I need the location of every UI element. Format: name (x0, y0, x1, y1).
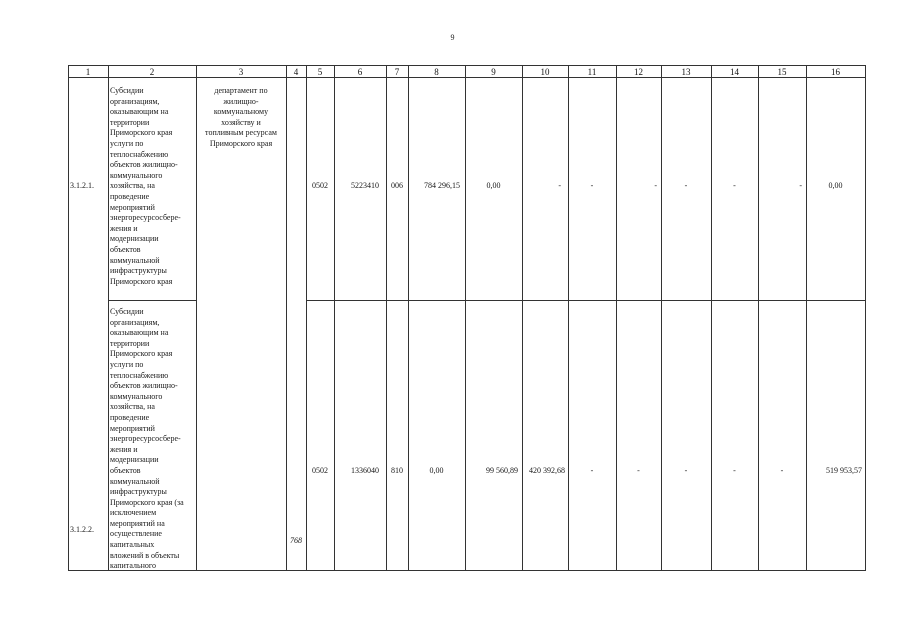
row1-c6: 5223410 (351, 181, 379, 190)
row2-c13: - (684, 466, 688, 475)
row1-c12: - (654, 181, 657, 190)
row1-c5: 0502 (312, 181, 328, 190)
row1-c11: - (590, 181, 594, 190)
row1-c13: - (684, 181, 688, 190)
col-header-1: 1 (85, 67, 91, 77)
row2-c10: 420 392,68 (529, 466, 565, 475)
row2-c5: 0502 (312, 466, 328, 475)
col-header-15: 15 (777, 67, 787, 77)
row2-code: 3.1.2.2. (70, 525, 94, 534)
row1-c14: - (733, 181, 736, 190)
row1-c10: - (558, 181, 561, 190)
row1-c9: 0,00 (486, 181, 501, 190)
col4-value: 768 (290, 536, 302, 545)
page-number: 9 (450, 33, 455, 42)
col-header-8: 8 (434, 67, 439, 77)
row2-c15: - (780, 466, 784, 475)
col-header-9: 9 (491, 67, 496, 77)
col-header-3: 3 (238, 67, 244, 77)
col-header-11: 11 (587, 67, 597, 77)
row2-c12: - (637, 466, 640, 475)
col-header-16: 16 (831, 67, 840, 77)
row1-c16: 0,00 (828, 181, 843, 190)
row2-c16: 519 953,57 (826, 466, 862, 475)
col-header-10: 10 (540, 67, 550, 77)
row2-c9: 99 560,89 (486, 466, 518, 475)
row1-description: Субсидии организациям, оказывающим на территории Приморского края услуги по теплоснабжению объектов жилищно- коммунального хозяйства, на проведение мероприятий энергоресурсосбере- жения и модернизации объектов коммунальной инфраструктуры Приморского края (110, 86, 181, 286)
col-header-7: 7 (394, 67, 400, 77)
row2-c11: - (590, 466, 594, 475)
col-header-2: 2 (149, 67, 155, 77)
col-header-6: 6 (357, 67, 363, 77)
col-header-4: 4 (293, 67, 299, 77)
row2-c6: 1336040 (351, 466, 379, 475)
row1-code: 3.1.2.1. (70, 181, 94, 190)
department-cell: департамент по жилищно- коммунальному хозяйству и топливным ресурсам Приморского края (205, 86, 277, 148)
row2-c7: 810 (391, 466, 403, 475)
col-header-13: 13 (681, 67, 691, 77)
col-header-5: 5 (317, 67, 323, 77)
col-header-12: 12 (634, 67, 643, 77)
row1-c8: 784 296,15 (424, 181, 460, 190)
row2-description: Субсидии организациям, оказывающим на территории Приморского края услуги по теплоснабжению объектов жилищно- коммунального хозяйства, на проведение мероприятий энергоресурсосбере- жения и модернизации объектов коммунальной инфраструктуры Приморского края (за исключением мероприятий на осуществление капитальных вложений в объекты капитального (110, 307, 184, 571)
row1-c15: - (799, 181, 802, 190)
col-header-14: 14 (730, 67, 739, 77)
row2-c14: - (733, 466, 736, 475)
row2-c8: 0,00 (429, 466, 444, 475)
row1-c7: 006 (391, 181, 403, 190)
